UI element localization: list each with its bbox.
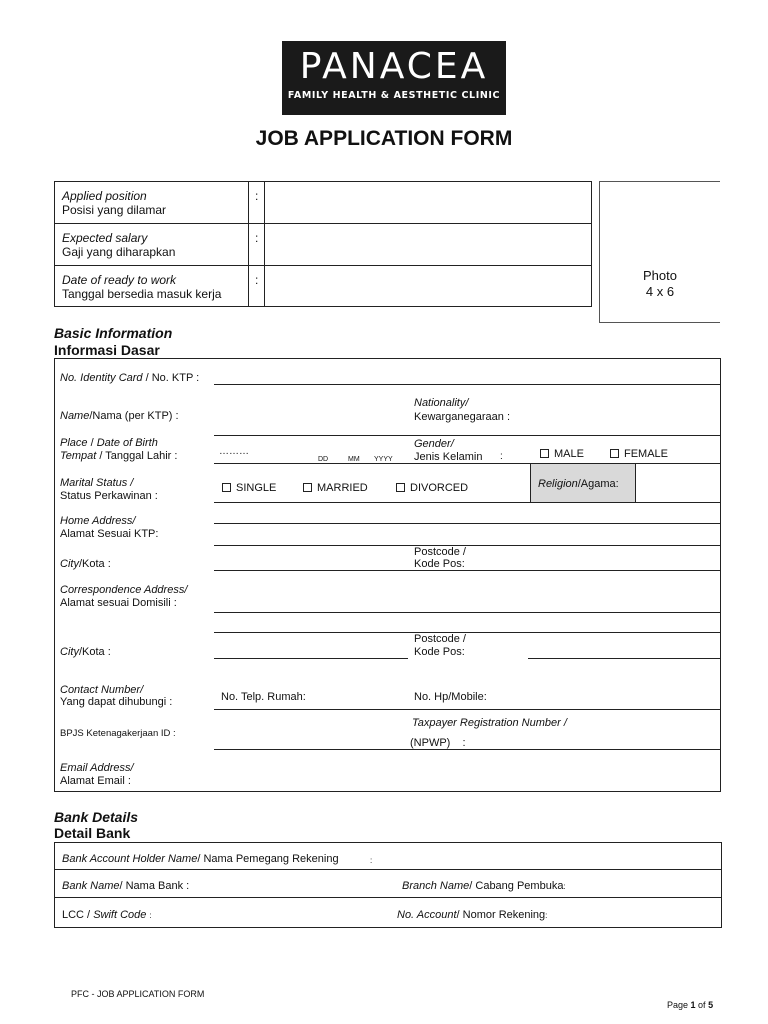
ktp-label-en: No. Identity Card (60, 372, 143, 384)
nationality-input[interactable] (520, 400, 716, 430)
bank-heading-en: Bank Details (54, 809, 139, 825)
postcode-label-en: Postcode / (414, 546, 466, 558)
bank-name-label-id: / Nama Bank : (119, 880, 190, 892)
photo-size: 4 x 6 (645, 284, 675, 299)
expected-salary-label-id: Gaji yang diharapkan (62, 245, 176, 259)
clinic-logo (282, 41, 506, 115)
home-address-input[interactable] (216, 504, 716, 522)
birth-place-dots: ……… (219, 446, 249, 457)
gender-label-id: Jenis Kelamin (414, 451, 483, 463)
postcode2-label-id: Kode Pos: (414, 646, 465, 658)
city-label-id: /Kota : (78, 558, 111, 570)
corr-address-label-en: Correspondence Address/ (60, 584, 188, 596)
male-label: MALE (554, 448, 584, 460)
bpjs-input[interactable] (216, 716, 406, 746)
branch-input[interactable] (582, 874, 716, 892)
corr-address-input-2[interactable] (216, 613, 716, 631)
city-input[interactable] (216, 548, 406, 568)
birth-place-id: Tempat (60, 450, 97, 462)
basic-info-heading-en: Basic Information (54, 325, 173, 341)
religion-label-en: Religion (538, 478, 578, 490)
logo-name: PANACEA (299, 46, 489, 87)
mobile-input[interactable] (496, 686, 716, 706)
page-of: of (695, 1000, 709, 1010)
marital-label-id: Status Perkawinan : (60, 490, 158, 502)
holder-label-id: / Nama Pemegang Rekening (197, 853, 339, 865)
page-prefix: Page (667, 1000, 691, 1010)
colon: : (500, 451, 503, 462)
swift-label: Swift Code (93, 909, 147, 921)
ktp-input[interactable] (216, 366, 716, 384)
colon: : (255, 273, 259, 287)
branch-label-id: / Cabang Pembuka (469, 880, 564, 892)
ready-date-label-id: Tanggal bersedia masuk kerja (62, 287, 222, 301)
marital-married-option[interactable] (303, 482, 368, 494)
contact-label-id: Yang dapat dihubungi : (60, 696, 173, 708)
divorced-label: DIVORCED (410, 482, 469, 494)
divorced-checkbox[interactable] (396, 483, 405, 492)
mobile-label: No. Hp/Mobile: (414, 691, 487, 703)
birth-dd: DD (318, 456, 329, 463)
birth-yyyy: YYYY (374, 456, 393, 463)
colon: : (255, 189, 259, 203)
page-total: 5 (708, 1000, 714, 1010)
marital-label-en: Marital Status / (60, 477, 134, 489)
ktp-label-id: / No. KTP : (145, 372, 200, 384)
applied-position-label-id: Posisi yang dilamar (62, 203, 167, 217)
colon: : (370, 856, 373, 865)
applied-position-label-en: Applied position (62, 189, 147, 203)
religion-cell (530, 464, 636, 502)
holder-input[interactable] (380, 848, 716, 866)
holder-label-en: Bank Account Holder Name (62, 853, 198, 865)
home-phone-input[interactable] (312, 686, 408, 706)
city2-input[interactable] (216, 636, 406, 656)
marital-single-option[interactable] (222, 482, 276, 494)
postcode2-label-en: Postcode / (414, 633, 466, 645)
account-input[interactable] (562, 903, 716, 921)
single-label: SINGLE (236, 482, 277, 494)
married-checkbox[interactable] (303, 483, 312, 492)
corr-address-input[interactable] (216, 590, 716, 610)
city2-label-id: /Kota : (78, 646, 111, 658)
account-label-id: / Nomor Rekening (456, 909, 546, 921)
slash: / (87, 437, 97, 449)
female-checkbox[interactable] (610, 449, 619, 458)
female-label: FEMALE (624, 448, 669, 460)
swift-input[interactable] (165, 903, 389, 921)
bpjs-label: BPJS Ketenagakerjaan ID : (60, 728, 176, 739)
expected-salary-label-en: Expected salary (62, 231, 148, 245)
email-input[interactable] (216, 756, 716, 786)
postcode-label-id: Kode Pos: (414, 558, 465, 570)
corr-address-label-id: Alamat sesuai Domisili : (60, 597, 177, 609)
basic-info-heading-id: Informasi Dasar (54, 342, 160, 358)
bank-heading-id: Detail Bank (54, 825, 131, 841)
male-checkbox[interactable] (540, 449, 549, 458)
home-phone-label: No. Telp. Rumah: (221, 691, 306, 703)
married-label: MARRIED (317, 482, 368, 494)
colon: : (545, 911, 548, 920)
page-title: JOB APPLICATION FORM (255, 127, 513, 150)
ready-date-label-en: Date of ready to work (62, 273, 177, 287)
home-address-label-en: Home Address/ (60, 515, 136, 527)
photo-box[interactable] (599, 181, 720, 323)
nationality-label-en: Nationality/ (414, 397, 469, 409)
expected-salary-input[interactable] (270, 228, 586, 260)
name-input[interactable] (216, 400, 406, 430)
bank-name-label-en: Bank Name (62, 880, 120, 892)
contact-label-en: Contact Number/ (60, 684, 144, 696)
logo-tagline: FAMILY HEALTH & AESTHETIC CLINIC (287, 90, 501, 101)
birth-date-input[interactable] (216, 440, 406, 462)
birth-mm: MM (348, 456, 360, 463)
colon: : (255, 231, 259, 245)
birth-place-en: Place (60, 437, 88, 449)
ready-date-input[interactable] (270, 270, 586, 302)
birth-date-id: / Tanggal Lahir : (96, 450, 178, 462)
email-label-en: Email Address/ (60, 762, 134, 774)
marital-divorced-option[interactable] (396, 482, 468, 494)
home-address-label-id: Alamat Sesuai KTP: (60, 528, 159, 540)
npwp-label-id: (NPWP) : (410, 737, 466, 749)
postcode2-input[interactable] (530, 636, 716, 656)
gender-female-option[interactable] (610, 448, 668, 460)
page-current: 1 (690, 1000, 696, 1010)
name-label-id: /Nama (per KTP) : (89, 410, 179, 422)
postcode-input[interactable] (480, 548, 716, 568)
name-label-en: Name (60, 410, 90, 422)
account-label-en: No. Account (397, 909, 457, 921)
bank-name-input[interactable] (200, 874, 396, 892)
colon: : (563, 882, 566, 891)
colon: : (149, 911, 152, 920)
branch-label-en: Branch Name (402, 880, 470, 892)
page-number (667, 1000, 713, 1010)
gender-male-option[interactable] (540, 448, 584, 460)
birth-date-en: Date of Birth (96, 437, 158, 449)
religion-label-id: /Agama: (577, 478, 619, 490)
nationality-label-id: Kewarganegaraan : (414, 411, 511, 423)
npwp-label-en: Taxpayer Registration Number / (412, 717, 567, 729)
city2-label-en: City (60, 646, 79, 658)
footer-doc-name: PFC - JOB APPLICATION FORM (71, 989, 205, 999)
applied-position-input[interactable] (270, 186, 586, 218)
gender-label-en: Gender/ (414, 438, 454, 450)
npwp-input[interactable] (480, 732, 716, 748)
email-label-id: Alamat Email : (60, 775, 131, 787)
city-label-en: City (60, 558, 79, 570)
home-address-input-2[interactable] (216, 525, 716, 543)
single-checkbox[interactable] (222, 483, 231, 492)
photo-label: Photo (643, 268, 677, 283)
lcc-label: LCC / (62, 909, 94, 921)
religion-input[interactable] (640, 468, 716, 498)
